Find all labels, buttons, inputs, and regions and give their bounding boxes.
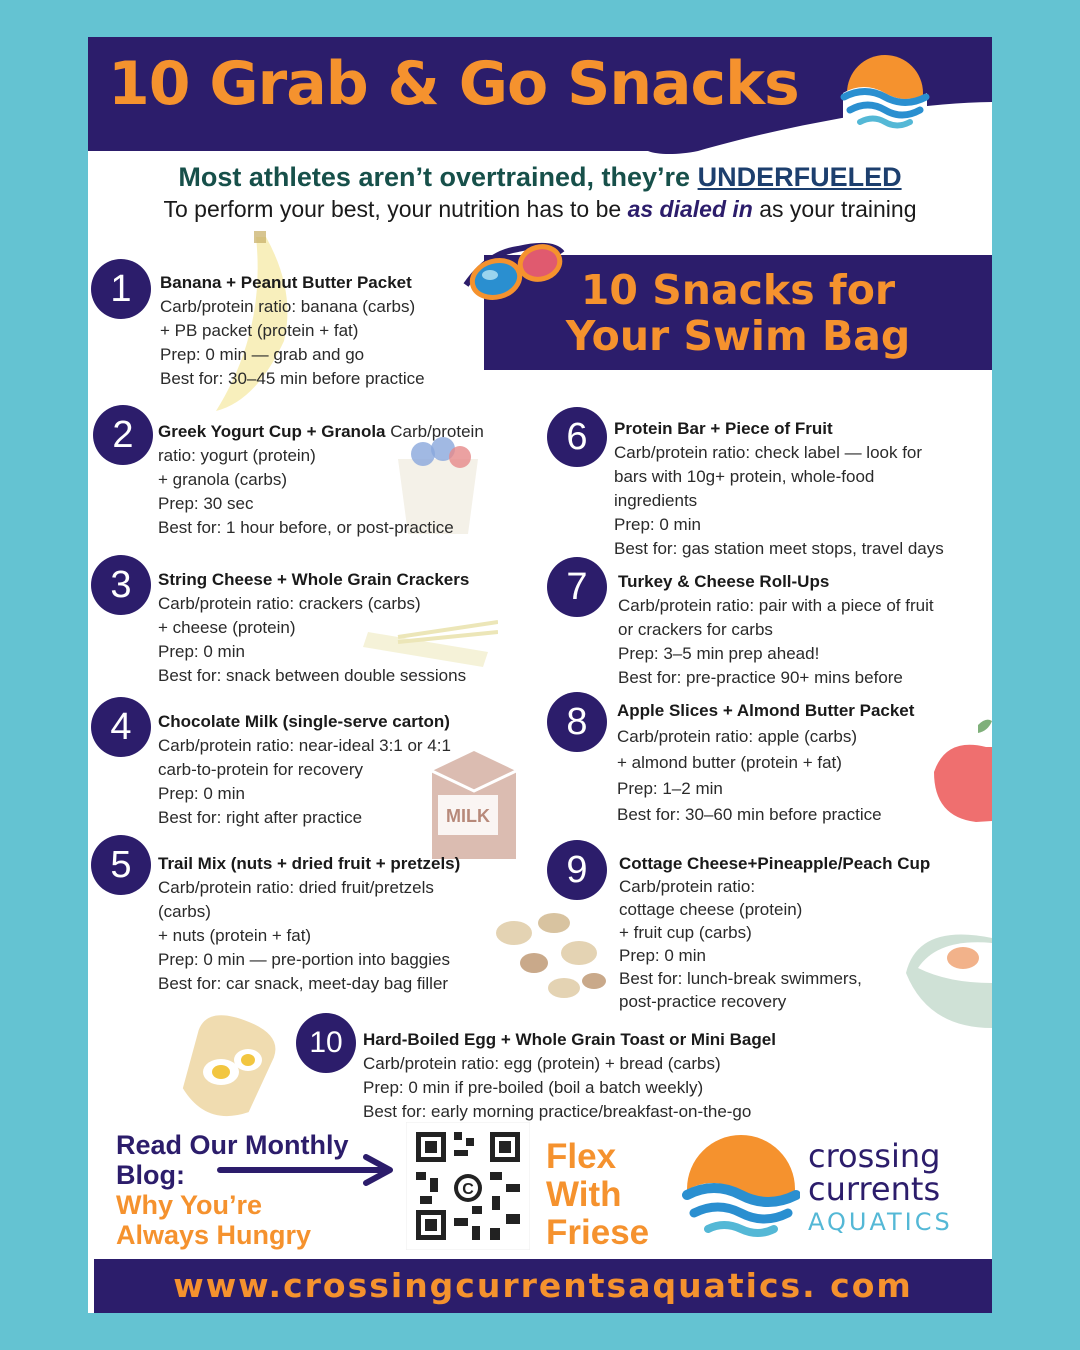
snack-1-number: 1 [91,259,151,319]
snack-8-line: Carb/protein ratio: apple (carbs) [617,727,858,746]
snack-9-line: Best for: lunch-break swimmers, [619,969,862,988]
snack-7-number: 7 [547,557,607,617]
snack-9-line: post-practice recovery [619,992,787,1011]
snack-1-line: Best for: 30–45 min before practice [160,369,425,388]
flyer [88,37,992,1313]
snack-5-number: 5 [91,835,151,895]
snack-2-title-tail: Carb/protein [385,422,484,441]
snack-4-title: Chocolate Milk (single-serve carton) [158,712,450,731]
snack-6 [614,417,944,561]
subline-prefix: To perform your best, your nutrition has to be [163,196,628,222]
snack-10-number: 10 [296,1013,356,1073]
brand-line-2: currents [808,1170,941,1208]
snack-1 [160,271,425,391]
snack-7-line: Best for: pre-practice 90+ mins before [618,668,903,687]
tagline-text: Most athletes aren’t overtrained, they’re [178,162,698,192]
snack-2-line: Best for: 1 hour before, or post-practice [158,518,454,537]
snack-6-line: Prep: 0 min [614,515,701,534]
blog-line-3: Why You’re [116,1190,263,1220]
snack-7-line: Carb/protein ratio: pair with a piece of fruit [618,596,934,615]
snack-2-line: Prep: 30 sec [158,494,254,513]
snack-3-line: + cheese (protein) [158,618,296,637]
egg-toast-icon [166,1012,292,1132]
banner-line-1: 10 Snacks for [580,266,896,314]
qr-center-letter: C [462,1181,474,1198]
goggles-icon [458,233,568,313]
snack-2-line: ratio: yogurt (protein) [158,446,316,465]
snack-3-line: Best for: snack between double sessions [158,666,467,685]
blog-line-1: Read Our Monthly [116,1130,349,1160]
snack-8-line: Prep: 1–2 min [617,779,723,798]
snack-9-title: Cottage Cheese+Pineapple/Peach Cup [619,854,931,873]
flex-with-friese [546,1138,649,1252]
snack-4-line: Prep: 0 min [158,784,245,803]
tagline-emphasis: UNDERFUELED [697,162,902,192]
qr-code-icon[interactable] [406,1122,530,1250]
snack-6-line: bars with 10g+ protein, whole-food [614,467,875,486]
snack-3-line: Carb/protein ratio: crackers (carbs) [158,594,421,613]
snack-4-number: 4 [91,697,151,757]
snack-3-title: String Cheese + Whole Grain Crackers [158,570,470,589]
snack-2-number: 2 [93,405,153,465]
snack-6-title: Protein Bar + Piece of Fruit [614,419,833,438]
arrow-right-icon [216,1153,398,1187]
snack-10-title: Hard-Boiled Egg + Whole Grain Toast or Mini Bagel [363,1030,776,1049]
snack-8-line: Best for: 30–60 min before practice [617,805,882,824]
snack-10-line: Best for: early morning practice/breakfast-on-the-go [363,1102,752,1121]
snack-1-line: Carb/protein ratio: banana (carbs) [160,297,416,316]
snack-6-line: ingredients [614,491,698,510]
snack-9-line: Carb/protein ratio: [619,877,756,896]
snack-1-line: Prep: 0 min — grab and go [160,345,365,364]
snack-7-line: or crackers for carbs [618,620,773,639]
snack-9 [619,852,930,1013]
website-url[interactable]: www.crossingcurrentsaquatics. com [94,1259,992,1313]
snack-10-line: Prep: 0 min if pre-boiled (boil a batch weekly) [363,1078,704,1097]
snack-6-number: 6 [547,407,607,467]
subline-suffix: as your training [752,196,917,222]
snack-4-line: Best for: right after practice [158,808,363,827]
milk-label: MILK [446,806,490,826]
flex-line-1: Flex [546,1137,617,1176]
snack-9-number: 9 [547,840,607,900]
snack-5-line: Best for: car snack, meet-day bag filler [158,974,449,993]
blog-line-4: Always Hungry [116,1220,312,1250]
snack-7 [618,570,992,690]
snack-6-line: Best for: gas station meet stops, travel days [614,539,944,558]
snack-8-title: Apple Slices + Almond Butter Packet [617,701,915,720]
snack-2 [158,420,484,540]
snack-8-number: 8 [547,692,607,752]
brand-line-3: AQUATICS [808,1208,953,1236]
snack-7-line: Prep: 3–5 min prep ahead! [618,644,820,663]
snack-3 [158,568,469,688]
banner-line-2: Your Swim Bag [565,312,911,360]
snack-9-line: Prep: 0 min [619,946,706,965]
subline [88,196,992,223]
snack-5-line: Prep: 0 min — pre-portion into baggies [158,950,450,969]
snack-10 [363,1028,776,1124]
snack-3-number: 3 [91,555,151,615]
apple-icon [926,717,992,827]
snack-4-line: carb-to-protein for recovery [158,760,364,779]
sun-waves-logo-icon [840,53,930,135]
brand-line-1: crossing [808,1137,941,1175]
subline-emphasis: as dialed in [627,196,753,222]
snack-8 [617,698,914,828]
flex-line-2: With [546,1175,622,1214]
header [88,37,992,167]
blog-callout[interactable] [116,1130,349,1250]
snack-10-line: Carb/protein ratio: egg (protein) + bread (carbs) [363,1054,721,1073]
snack-6-line: Carb/protein ratio: check label — look for [614,443,923,462]
snack-2-title: Greek Yogurt Cup + Granola [158,422,386,441]
snack-7-title: Turkey & Cheese Roll-Ups [618,572,830,591]
snack-4 [158,710,451,830]
snack-5-title: Trail Mix (nuts + dried fruit + pretzels) [158,854,461,873]
snack-9-line: + fruit cup (carbs) [619,923,752,942]
brand-name [808,1137,953,1239]
page-title: 10 Grab & Go Snacks [108,49,799,119]
snack-5-line: + nuts (protein + fat) [158,926,312,945]
snack-9-line: cottage cheese (protein) [619,900,803,919]
snack-5 [158,852,460,996]
blog-line-2: Blog: [116,1160,185,1190]
crossing-currents-logo-icon [682,1133,800,1249]
snack-3-line: Prep: 0 min [158,642,245,661]
snack-2-line: + granola (carbs) [158,470,287,489]
flex-line-3: Friese [546,1213,650,1252]
snack-1-title: Banana + Peanut Butter Packet [160,273,412,292]
snack-4-line: Carb/protein ratio: near-ideal 3:1 or 4:1 [158,736,451,755]
snack-8-line: + almond butter (protein + fat) [617,753,842,772]
snack-1-line: + PB packet (protein + fat) [160,321,359,340]
snack-5-line: Carb/protein ratio: dried fruit/pretzels [158,878,434,897]
trail-mix-icon [484,903,614,1003]
tagline [88,162,992,193]
snack-5-line: (carbs) [158,902,211,921]
